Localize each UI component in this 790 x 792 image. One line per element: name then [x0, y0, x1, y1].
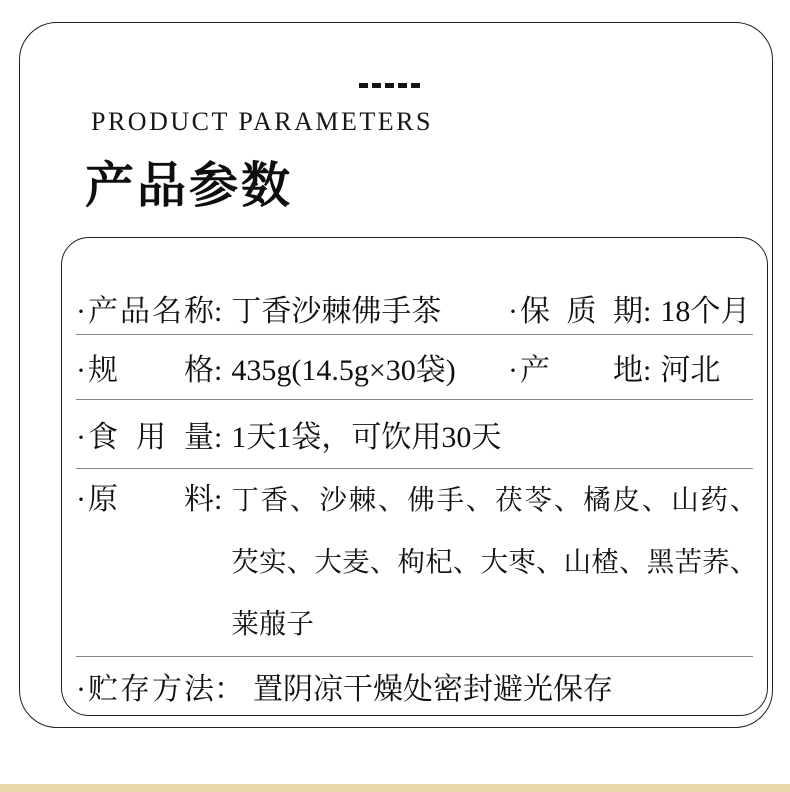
ingredient-line: 芡实、大麦、枸杞、大枣、山楂、黑苦荞、	[231, 546, 758, 577]
ingredient-lines	[231, 469, 757, 655]
dash-icon	[359, 83, 368, 88]
spec-colon: :	[214, 295, 223, 328]
spec-cell-origin	[508, 345, 753, 389]
spec-colon: ：	[214, 673, 244, 706]
bottom-accent-band	[0, 784, 790, 792]
spec-label: 保质期	[520, 295, 643, 328]
bullet-icon: ·	[76, 673, 86, 706]
spec-row-product-name	[76, 238, 753, 334]
spec-cell-specification	[76, 345, 508, 389]
page-title: 产品参数	[85, 158, 294, 213]
dash-icon	[372, 83, 381, 88]
spec-row-daily-intake	[76, 400, 753, 468]
spec-row-specification	[76, 335, 753, 399]
spec-row-storage	[76, 657, 753, 715]
spec-label: 贮存方法	[88, 673, 214, 706]
dash-icon	[385, 83, 394, 88]
spec-colon: :	[643, 354, 652, 387]
bullet-icon: ·	[508, 295, 518, 328]
spec-table	[61, 237, 768, 716]
spec-colon: :	[214, 483, 223, 516]
spec-value: 河北	[660, 354, 721, 387]
bullet-icon: ·	[76, 483, 86, 516]
spec-cell-storage	[76, 664, 613, 708]
bullet-icon: ·	[76, 354, 86, 387]
spec-value: 435g(14.5g×30袋)	[231, 354, 456, 387]
ingredient-line: 莱菔子	[231, 608, 314, 639]
bullet-icon: ·	[76, 421, 86, 454]
dash-icon	[398, 83, 407, 88]
dashes-ornament	[13, 83, 765, 88]
spec-row-ingredients	[76, 469, 758, 656]
spec-label: 原料	[88, 483, 214, 516]
spec-label: 规格	[88, 354, 214, 387]
spec-cell-shelf-life	[508, 286, 753, 330]
spec-value: 置阴凉干燥处密封避光保存	[253, 673, 613, 706]
section-title-english: PRODUCT PARAMETERS	[91, 107, 433, 136]
spec-label: 产地	[520, 354, 643, 387]
spec-colon: :	[643, 295, 652, 328]
spec-cell-product-name	[76, 286, 508, 330]
spec-cell-ingredients	[76, 469, 757, 655]
spec-label: 食用量	[88, 421, 214, 454]
spec-colon: :	[214, 354, 223, 387]
ingredient-line: 丁香、沙棘、佛手、茯苓、橘皮、山药、	[231, 484, 758, 515]
spec-colon: :	[214, 421, 223, 454]
spec-cell-daily-intake	[76, 412, 501, 456]
bullet-icon: ·	[76, 295, 86, 328]
spec-value: 丁香沙棘佛手茶	[231, 295, 442, 328]
spec-label: 产品名称	[88, 295, 214, 328]
dash-icon	[411, 83, 420, 88]
spec-value: 1天1袋，可饮用30天	[231, 421, 502, 454]
outer-frame	[19, 22, 773, 728]
spec-value: 18个月	[660, 295, 751, 328]
bullet-icon: ·	[508, 354, 518, 387]
